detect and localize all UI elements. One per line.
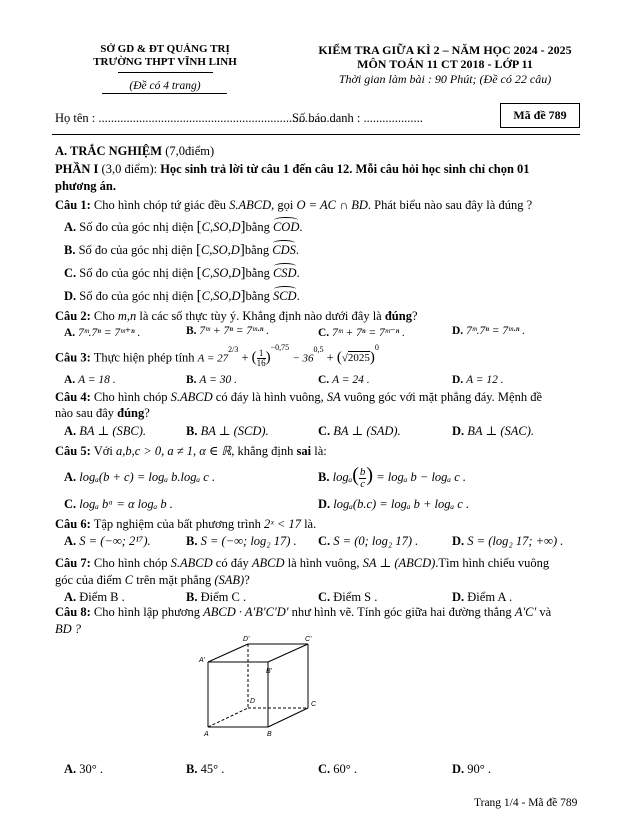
- edge-a-d: [208, 708, 248, 727]
- q8-option-b[interactable]: [186, 762, 224, 777]
- q2-d-text: 7ᵐ.7ⁿ = 7ᵐ·ⁿ .: [466, 325, 526, 337]
- q4-text: Cho hình chóp: [93, 390, 168, 404]
- q8-text-3: và: [539, 605, 552, 619]
- q6-c-text: S = (0; log₂ 17) .: [333, 534, 419, 548]
- q1-c-dihedral: C,SO,D: [201, 266, 241, 280]
- q8-option-a[interactable]: [64, 762, 103, 777]
- exam-code-box: Mã đề 789: [500, 103, 580, 128]
- q4-pyramid: S.ABCD: [170, 390, 213, 404]
- q2-b-letter: B.: [186, 325, 197, 337]
- q4-stem-line2: [55, 406, 150, 421]
- q7-stem-line2: [55, 573, 250, 588]
- q2-option-a[interactable]: [64, 325, 140, 339]
- label-d: D: [250, 698, 256, 705]
- q1-d-letter: D.: [64, 289, 77, 303]
- q3-exp1: 2/3: [228, 345, 239, 355]
- q4-text-2: có đáy là hình vuông,: [215, 390, 324, 404]
- part1-label: PHẦN I: [55, 162, 99, 176]
- q1-point-o: O = AC ∩ BD: [296, 198, 368, 212]
- q3-expr-lhs: A = 27: [197, 352, 229, 365]
- q1-b-equals: bằng: [244, 243, 270, 257]
- q3-sqrt-arg: 2025: [347, 352, 370, 365]
- q7-label: Câu 7:: [55, 556, 91, 570]
- student-name-field[interactable]: Họ tên : ..........................................................................: [55, 111, 330, 125]
- header-divider: [118, 72, 213, 73]
- q1-c-prefix: Số đo của góc nhị diện: [79, 266, 194, 280]
- q8-text-2: như hình vẽ. Tính góc giữa hai đường thẳng: [291, 605, 512, 619]
- q1-c-letter: C.: [64, 266, 77, 280]
- q1-text-3: . Phát biểu nào sau đây là đúng ?: [367, 198, 533, 212]
- q4-option-c[interactable]: [318, 423, 401, 439]
- q7-d-text: Điểm A .: [467, 590, 513, 604]
- q7-text-3: là hình vuông,: [287, 556, 360, 570]
- q6-text: Tập nghiệm của bất phương trình: [93, 517, 261, 531]
- q3-d-letter: D.: [452, 374, 464, 386]
- header-divider-2: [102, 93, 227, 94]
- label-dp: D': [243, 636, 250, 643]
- q3-label: Câu 3:: [55, 350, 91, 365]
- q5-emphasis: sai: [296, 444, 312, 458]
- q3-c-text: A = 24 .: [332, 374, 370, 386]
- q7-option-c[interactable]: [318, 590, 377, 605]
- q3-d-text: A = 12 .: [466, 374, 504, 386]
- q5-text-2: , khẳng định: [231, 444, 294, 458]
- q3-c-letter: C.: [318, 374, 330, 386]
- q8-a-letter: A.: [64, 762, 77, 776]
- q7-text-2: có đáy: [215, 556, 249, 570]
- q3-exp3: 0,5: [313, 345, 324, 355]
- q7-option-b[interactable]: [186, 590, 246, 605]
- q7-text-5: góc của điểm: [55, 573, 122, 587]
- section-a-points: (7,0điểm): [165, 144, 215, 158]
- q2-c-text: 7ᵐ + 7ⁿ = 7ᵐ⁻ⁿ .: [332, 327, 405, 339]
- q8-d-text: 90° .: [467, 762, 492, 776]
- q4-b-letter: B.: [186, 424, 198, 438]
- q3-plus2: +: [326, 350, 334, 365]
- q3-exp4: 0: [374, 343, 379, 353]
- q1-a-angle: COD: [272, 220, 300, 234]
- q8-c-text: 60° .: [333, 762, 358, 776]
- q5-a-letter: A.: [64, 470, 77, 484]
- q4-text-4: nào sau đây: [55, 406, 115, 420]
- q6-label: Câu 6:: [55, 517, 91, 531]
- q1-pyramid: S.ABCD: [229, 198, 272, 212]
- q6-option-b[interactable]: [186, 534, 297, 549]
- q4-option-a[interactable]: [64, 423, 146, 439]
- q7-plane: (SAB): [214, 573, 245, 587]
- q4-option-b[interactable]: [186, 423, 269, 439]
- q1-option-d[interactable]: D. Số đo của góc nhị diện [C,SO,D]bằng SCD.: [64, 288, 300, 304]
- q3-a-letter: A.: [64, 374, 76, 386]
- q2-emphasis: đúng: [384, 309, 412, 323]
- q5-b-den: c: [360, 477, 366, 490]
- q6-text-2: là.: [304, 517, 317, 531]
- q5-d-letter: D.: [318, 497, 331, 511]
- q1-option-c[interactable]: C. Số đo của góc nhị diện [C,SO,D]bằng CSD.: [64, 265, 300, 281]
- q6-option-c[interactable]: [318, 534, 418, 549]
- q7-text-6: trên mặt phẳng: [136, 573, 212, 587]
- q3-a-text: A = 18 .: [78, 374, 116, 386]
- q8-line1: A′C′: [514, 605, 537, 619]
- exam-duration: Thời gian làm bài : 90 Phút; (Đề có 22 câu): [338, 72, 552, 86]
- q4-text-3: vuông góc với mặt phẳng đáy. Mệnh đề: [343, 390, 543, 404]
- q6-option-d[interactable]: [452, 534, 563, 549]
- q4-b-text: BA ⊥ (SCD).: [200, 424, 269, 438]
- q4-option-d[interactable]: [452, 423, 534, 439]
- q7-text-4: .Tìm hình chiếu vuông: [435, 556, 550, 570]
- q4-a-text: BA ⊥ (SBC).: [79, 424, 147, 438]
- q6-inequality: 2ˣ < 17: [263, 517, 301, 531]
- q7-base: ABCD: [251, 556, 285, 570]
- q8-c-letter: C.: [318, 762, 331, 776]
- q1-b-dihedral: C,SO,D: [200, 243, 240, 257]
- q5-b-log: logₐ: [332, 470, 353, 484]
- q1-a-letter: A.: [64, 220, 77, 234]
- q3-stem: Câu 3: Thực hiện phép tính $A = 27^{2/3}$ + ( $\frac{1}{16}$ )$^{-0,75} - 36^{0,5} + (√2025)^0$: [55, 343, 379, 368]
- q1-text: Cho hình chóp tứ giác đều: [93, 198, 227, 212]
- q2-option-d[interactable]: [452, 325, 525, 337]
- department-name: SỞ GD & ĐT QUẢNG TRỊ: [100, 43, 230, 55]
- q1-a-equals: bằng: [245, 220, 270, 234]
- student-id-field[interactable]: Số báo danh : ...................: [292, 111, 423, 125]
- q1-d-dihedral: C,SO,D: [201, 289, 241, 303]
- page-footer: Trang 1/4 - Mã đề 789: [474, 797, 578, 809]
- q6-stem: [55, 517, 316, 532]
- q1-d-equals: bằng: [245, 289, 270, 303]
- q1-label: Câu 1:: [55, 198, 91, 212]
- q7-option-a[interactable]: [64, 590, 125, 605]
- q7-point: C: [124, 573, 134, 587]
- q3-exp2: −0,75: [270, 343, 290, 353]
- q2-a-text: 7ᵐ.7ⁿ = 7ᵐ⁺ⁿ .: [78, 327, 141, 339]
- q2-c-letter: C.: [318, 327, 330, 339]
- q5-text-3: là:: [314, 444, 327, 458]
- q7-pyramid: S.ABCD: [170, 556, 213, 570]
- q3-minus: − 36: [292, 352, 314, 365]
- label-bp: B': [266, 668, 273, 675]
- q1-c-equals: bằng: [245, 266, 270, 280]
- q2-option-c[interactable]: [318, 325, 405, 339]
- q5-stem: [55, 443, 327, 459]
- q4-c-letter: C.: [318, 424, 331, 438]
- edge-ap-dp: [208, 644, 248, 662]
- q6-c-letter: C.: [318, 534, 331, 548]
- q4-c-text: BA ⊥ (SAD).: [333, 424, 401, 438]
- q7-option-d[interactable]: [452, 590, 512, 605]
- q1-stem: [55, 198, 532, 213]
- section-a-heading: [55, 144, 214, 159]
- q6-option-a[interactable]: [64, 534, 151, 549]
- q3-plus1: +: [241, 350, 249, 365]
- part1-points: (3,0 điểm):: [101, 162, 158, 176]
- q7-stem-line1: [55, 555, 549, 571]
- q5-c-letter: C.: [64, 497, 77, 511]
- part1-instructions: [55, 162, 530, 177]
- q6-a-letter: A.: [64, 534, 77, 548]
- q4-d-letter: D.: [452, 424, 465, 438]
- q5-conditions: a,b,c > 0, a ≠ 1, α ∈ ℝ: [115, 444, 232, 458]
- edge-bp-cp: [268, 644, 308, 662]
- q7-b-letter: B.: [186, 590, 198, 604]
- q1-a-prefix: Số đo của góc nhị diện: [79, 220, 194, 234]
- q3-option-d[interactable]: [452, 374, 504, 386]
- school-name: TRƯỜNG THPT VĨNH LINH: [93, 56, 237, 68]
- q4-qmark: ?: [144, 406, 150, 420]
- q7-b-text: Điểm C .: [200, 590, 247, 604]
- cube-figure: [190, 632, 340, 742]
- part1-line2: phương án.: [55, 179, 116, 193]
- q1-b-prefix: Số đo của góc nhị diện: [78, 243, 193, 257]
- q2-stem: [55, 309, 418, 324]
- q8-d-letter: D.: [452, 762, 465, 776]
- q7-text: Cho hình chóp: [93, 556, 168, 570]
- q7-qmark: ?: [244, 573, 250, 587]
- q2-a-letter: A.: [64, 327, 76, 339]
- label-a: A: [204, 731, 209, 738]
- q7-a-text: Điểm B .: [79, 590, 125, 604]
- q1-b-angle: CDS: [272, 243, 296, 257]
- q1-b-letter: B.: [64, 243, 76, 257]
- part1-line1: Học sinh trả lời từ câu 1 đến câu 12. Mỗi câu hỏi học sinh chỉ chọn 01: [160, 162, 530, 176]
- q7-perp: SA ⊥ (ABCD): [362, 556, 436, 570]
- q3-b-text: A = 30 .: [199, 374, 237, 386]
- label-c: C: [311, 701, 317, 708]
- q4-d-text: BA ⊥ (SAC).: [467, 424, 535, 438]
- q8-stem-line2: BD ?: [55, 622, 82, 636]
- q1-a-dihedral: C,SO,D: [201, 220, 241, 234]
- q5-option-c[interactable]: [64, 497, 173, 512]
- q2-qmark: ?: [411, 309, 418, 323]
- q8-cube: ABCD · A′B′C′D′: [203, 605, 289, 619]
- q4-a-letter: A.: [64, 424, 77, 438]
- q6-d-text: S = (log₂ 17; +∞) .: [467, 534, 564, 548]
- q5-d-text: logₐ(b.c) = logₐ b + logₐ c .: [333, 497, 470, 511]
- q8-text: Cho hình lập phương: [93, 605, 200, 619]
- q8-b-letter: B.: [186, 762, 198, 776]
- q8-label: Câu 8:: [55, 605, 91, 619]
- q8-option-d[interactable]: [452, 762, 491, 777]
- q5-a-text: logₐ(b + c) = logₐ b.logₐ c .: [79, 470, 216, 484]
- q2-text-2: là các số thực tùy ý. Khẳng định nào dưới đây là: [139, 309, 382, 323]
- q6-b-letter: B.: [186, 534, 198, 548]
- q3-option-a[interactable]: [64, 374, 116, 386]
- q5-b-text: = logₐ b − logₐ c .: [376, 470, 467, 484]
- q2-vars: m,n: [117, 309, 137, 323]
- q6-d-letter: D.: [452, 534, 465, 548]
- q1-d-prefix: Số đo của góc nhị diện: [79, 289, 194, 303]
- q3-fraction: [257, 349, 266, 368]
- subject-title: MÔN TOÁN 11 CT 2018 - LỚP 11: [357, 57, 533, 71]
- q8-b-text: 45° .: [200, 762, 225, 776]
- q1-text-2: , gọi: [271, 198, 294, 212]
- q3-b-letter: B.: [186, 374, 197, 386]
- section-a-title: A. TRẮC NGHIỆM: [55, 144, 163, 158]
- q2-d-letter: D.: [452, 325, 464, 337]
- q4-edge: SA: [326, 390, 341, 404]
- q5-b-num: b: [359, 465, 366, 478]
- label-b: B: [267, 731, 272, 738]
- q5-c-text: logₐ bᵅ = α logₐ b .: [79, 497, 173, 511]
- q8-stem-line1: [55, 605, 551, 620]
- q6-a-text: S = (−∞; 2¹⁷).: [79, 534, 151, 548]
- q6-b-text: S = (−∞; log₂ 17) .: [200, 534, 297, 548]
- q3-option-b[interactable]: [186, 374, 237, 386]
- q3-frac-den: 16: [256, 358, 266, 368]
- q4-emphasis: đúng: [117, 406, 145, 420]
- q3-frac-num: 1: [257, 349, 266, 359]
- q5-text: Với: [93, 444, 113, 458]
- q2-b-text: 7ᵐ + 7ⁿ = 7ᵐ·ⁿ .: [199, 325, 270, 337]
- exam-title: KIỂM TRA GIỮA KÌ 2 – NĂM HỌC 2024 - 2025: [318, 43, 572, 57]
- q5-option-d[interactable]: [318, 497, 469, 512]
- q2-label: Câu 2:: [55, 309, 91, 323]
- q7-c-letter: C.: [318, 590, 331, 604]
- q4-stem-line1: [55, 390, 542, 405]
- page-count-note: (Đề có 4 trang): [129, 80, 201, 92]
- q1-option-b[interactable]: B. Số đo của góc nhị diện [C,SO,D]bằng CDS.: [64, 242, 300, 258]
- q8-option-c[interactable]: [318, 762, 357, 777]
- q2-option-b[interactable]: [186, 325, 269, 337]
- q3-option-c[interactable]: [318, 374, 370, 386]
- info-divider: [52, 134, 580, 135]
- q1-d-angle: SCD: [272, 289, 297, 303]
- q7-c-text: Điểm S .: [333, 590, 378, 604]
- q2-text: Cho: [93, 309, 115, 323]
- q5-option-b[interactable]: B. logₐ( $\frac{b}{c}$ ) = logₐ b − logₐ c .: [318, 464, 467, 490]
- q4-label: Câu 4:: [55, 390, 91, 404]
- q1-c-angle: CSD: [272, 266, 297, 280]
- q3-text: Thực hiện phép tính: [93, 350, 195, 365]
- q7-a-letter: A.: [64, 590, 77, 604]
- q7-d-letter: D.: [452, 590, 465, 604]
- q5-label: Câu 5:: [55, 444, 91, 458]
- label-ap: A': [199, 657, 206, 664]
- q5-option-a[interactable]: [64, 470, 215, 485]
- edge-b-c: [268, 708, 308, 727]
- q8-a-text: 30° .: [79, 762, 104, 776]
- q5-b-letter: B.: [318, 470, 330, 484]
- q1-option-a[interactable]: A. Số đo của góc nhị diện [C,SO,D]bằng COD.: [64, 219, 303, 235]
- label-cp: C': [305, 636, 312, 643]
